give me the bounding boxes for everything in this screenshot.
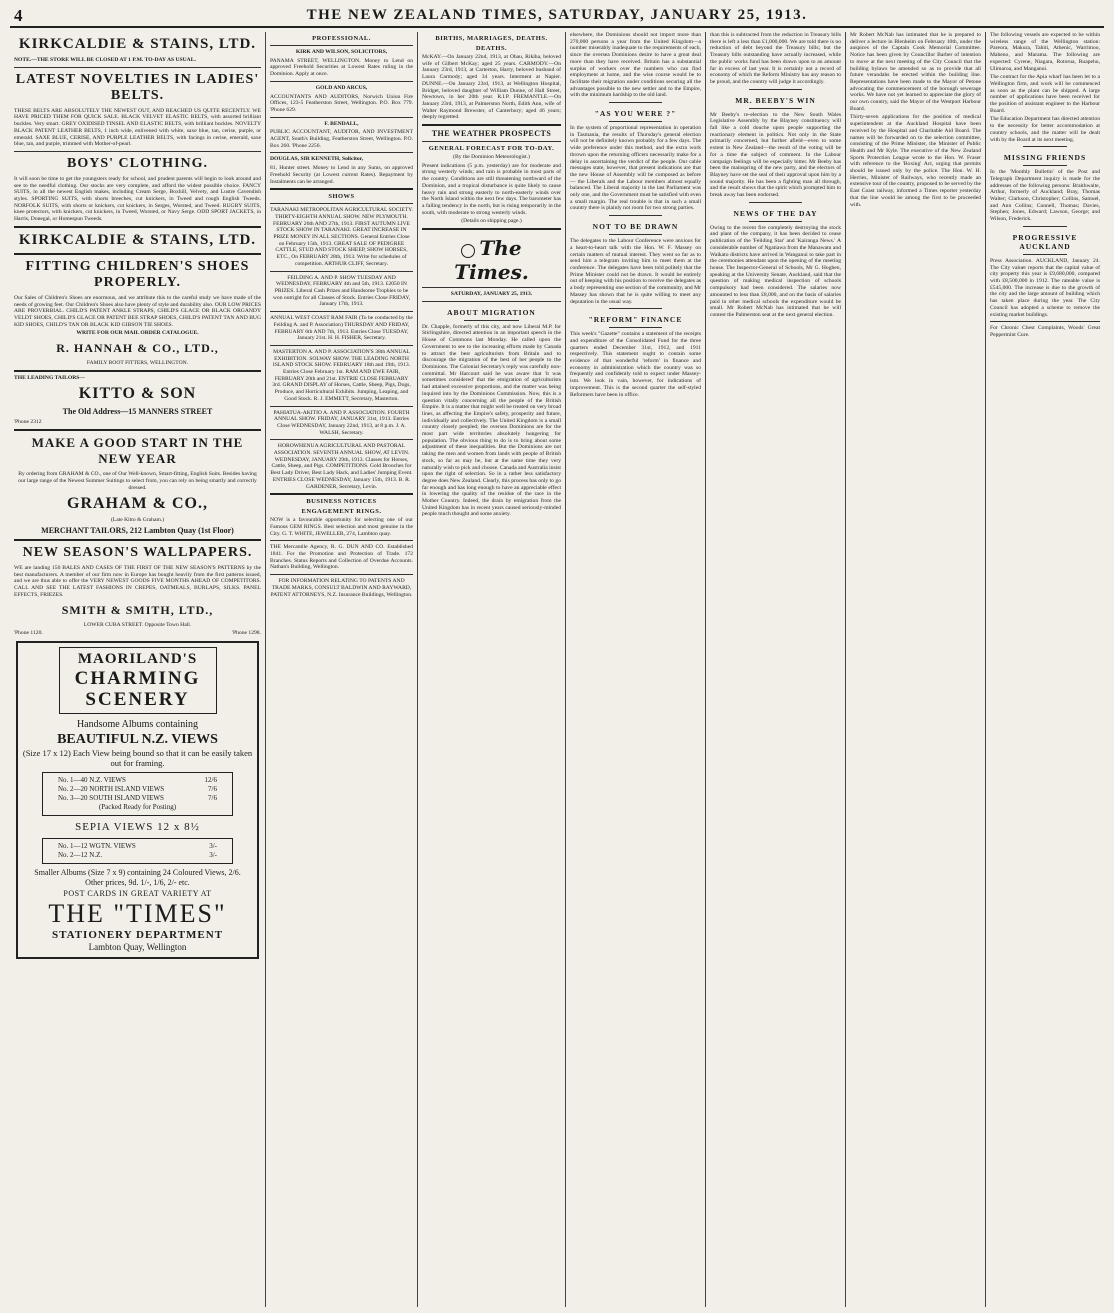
news-heading: NEWS OF THE DAY <box>733 208 818 218</box>
rings-heading: ENGAGEMENT RINGS. <box>301 508 382 516</box>
hannah-title: R. HANNAH & CO., LTD., <box>56 341 219 356</box>
patents-notice: FOR INFORMATION RELATING TO PATENTS AND TRADE MARKS, CONSULT BALDWIN AND RAYWARD, PATENT ATTORNEYS, N.Z. Insurance Buildings, Wellington. <box>270 578 413 598</box>
ad-title: DOUGLAS, SIR KENNETH, Solicitor, <box>270 156 364 163</box>
ad-body: 81, Hunter street. Money to Lend in any Sums, on approved Freehold Security (at Lowest current Rates). Repayment by Instalments can be arranged. <box>270 165 413 185</box>
kirkcaldie-title: KIRKCALDIE & STAINS, LTD. <box>18 36 257 52</box>
albums-line-1: Handsome Albums containing <box>76 718 199 730</box>
editorial-column-3 <box>706 32 846 1307</box>
news-item: The following vessels are expected to be within wireless range of the Wellington station: Pareora, Makura, Tahiti, Athenic, Warrimoo, Maheno, and Marama. The following are expected: Cyrene, Niagara, Rotorua, Ruapehu, Ulimaroa, and Manganui. <box>990 32 1100 72</box>
graham-body: By ordering from GRAHAM & CO., one of Our Well-known, Smart-fitting, English Suits. Besides having our large range of the Newest Summer Suitings to select from, you can rely on being smartly and correctly dressed. <box>18 471 257 491</box>
list-item: No. 2—12 N.Z. 3/- <box>58 850 217 859</box>
boys-clothing-body: It will soon be time to get the youngsters ready for school, and prudent parents will begin to look around and see to the needful clothing. Our stocks are very complete, and afford the widest possible choice. FANCY SUITS, in all the newest English makes, including Cream Serge, Boxhill, Velvety, and Lustre Cavendish styles. SPORTING SUITS, with shorts breeches, cut knickers, in Tweed and rough English Tweeds. NORFOLK SUITS, with shorts or knickers, cut knickers, in Serges, Worsted, and Tweed. RUGBY SUITS, knee protectors, with knickers, cut knickers, in Tweed, Worsted, or Navy Serge. ODD SPORT JACKETS, in Harris, Donegal, or Homespun Tweeds. <box>14 175 261 223</box>
forecast-heading: GENERAL FORECAST FOR TO-DAY. <box>428 145 555 153</box>
newspaper-title: THE NEW ZEALAND TIMES, SATURDAY, JANUARY 25, 1913. <box>306 7 808 23</box>
article-body: elsewhere, the Dominions should not import more than 270,000 persons a year from the United Kingdom—a number miserably inadequate to the requirements of each, since the oversea Dominions desire to have a great deal more than they have received. Britain has a substantial surplus of workers over the numbers who can find employment at home, and the wise course would be to facilitate their migration under conditions securing all the advantages possible to the new settler and to the Empire, with the minimum hardship to the old land. <box>570 32 701 99</box>
wallpapers-body: WE are landing 150 BALES AND CASES OF THE FIRST OF THE NEW SEASON'S PATTERNS by the best manufacturers. A member of our firm now in Europe has bought heavily from the first patterns issued, and we are thus able to offer the VERY NEWEST GOODS FIVE MONTHS AHEAD OF COMPETITORS. CALL AND SEE THE LATEST FASHIONS IN CREPES, OATMEALS, BURLAPS, SILKS. PANEL EFFECTS, FRIEZES. <box>14 564 261 598</box>
news-column-2 <box>986 32 1104 1307</box>
leader-body: Dr. Chapple, formerly of this city, and now Liberal M.P. for Stirlingshire, directed attention in an important speech in the House of Commons last Monday. He called upon the Government to see to the increasing efforts made by Canada to attract the best agriculturists from Britain and to discourage the migration of the best of her people to the Dominions. The Colonial Secretary's reply was carefully non-committal. Mr Harcourt said he was aware that 'it was sometimes considered' that the emigration of agriculturists had attained excessive proportions, and the matter was being inquired into by the Dominions Commission. Now, this is a question vitally concerning all the people of the British Empire. It is a matter that might well be treated on very broad lines, as affecting the Empire's safety, prosperity and future, individually and collectively. The United Kingdom is a small country closely peopled; the oversea Dominions are for the most part wide territories absolutely hungering for population. The obvious thing to do is to bring about some adjustment of these inequalities. But the Dominions are not taking the men and women from lands with people of British stock, so far as may be, but at the same time they very naturally wish to pick and choose. Canada and Australia insist upon the right of selection. So in a rather less satisfactory degree does New Zealand. Clearly, this process has only to go far enough and has long enough to have an appreciable effect in lowering the quality of the residue of the race in the Mother Country. Indeed, the drain by emigration from the United Kingdom has in recent years caused seriously-minded people much thought and some anxiety. <box>422 323 561 518</box>
sepia-price-list <box>42 838 233 864</box>
weather-heading: THE WEATHER PROSPECTS <box>431 129 552 139</box>
forecast-subheading: (By the Dominion Meteorologist.) <box>453 154 530 161</box>
maoriland-line-3: SCENERY <box>85 688 190 710</box>
albums-line-3: (Size 17 x 12) Each View being bound so that it can be easily taken out for framing. <box>22 747 253 768</box>
feilding-show: FEILDING A. AND P. SHOW TUESDAY AND WEDNESDAY, FEBRUARY 4th and 5th, 1913. £2050 IN PRIZES. Liberal Cash Prizes and Handsome Trophies to be won outright for all Classes of Stock. Entries Close FRIDAY, January 17th, 1913. <box>272 274 411 308</box>
albums-line-2: BEAUTIFUL N.Z. VIEWS <box>57 731 218 747</box>
as-you-were-body: In the system of proportional representation in operation in Tasmania, the results of Thursday's general election will not be definitely known probably for a few days. The wide preference under this method, and the extra work thrown upon the returning officers necessarily make for a delay in ascertaining the verdict of the people. Our cable messages state, however, that present indications are that the new House of Assembly will be composed as before — the Liberals and the Labour members almost equally balanced. The Liberal majority in the last Parliament was only one, and the Government must be satisfied with even a small margin. The real trouble is that in such a small country there is plainly not room for two strong parties. <box>570 125 701 212</box>
progressive-auckland-heading: PROGRESSIVE AUCKLAND <box>1012 232 1078 251</box>
masthead <box>10 6 1104 28</box>
masterton-show: MASTERTON A. AND P. ASSOCIATION'S 38th ANNUAL EXHIBITION. SOLWAY SHOW. THE LEADING NORTH ISLAND STOCK SHOW. FEBRUARY 18th and 19th, 1913. Entries Close February 1st. RAM AND EWE FAIR, FEBRUARY 20th and 21st. ENTRIE CLOSE FEBRUARY 3rd. GRAND DISPLAY of Horses, Cattle, Sheep, Pigs, Dogs, Produce, and Horticultural Exhibits. Jumping, Leaping, and Good Stock. R. J. EMMETT, Secretary, Masterton. <box>272 348 411 402</box>
leader-heading: ABOUT MIGRATION <box>447 307 536 317</box>
kitto-phone: 'Phone 2312 <box>14 419 42 426</box>
kitto-title: KITTO & SON <box>78 385 197 403</box>
reform-finance-body: This week's "Gazette" contains a statement of the receipts and expenditure of the Consolidated Fund for the three quarters ended December 31st, 1912, and 1911 respectively. This statement ought to contain some evidence of that wonderful 'reform' in finance and economy in administration which the country was so frequently and confidently told to expect under Massey-ism. We look in vain, however, for indications of improvement. This is the second quarter the self-styled Reformers have been in office. <box>570 331 701 398</box>
sepia-title: SEPIA VIEWS 12 x 8½ <box>75 820 200 833</box>
not-drawn-body: The delegates to the Labour Conference were anxious for a heart-to-heart talk with the Hon. W. F. Massey on certain matters of mutual interest. They went so far as to send him a telegram inviting him to meet them at the conference. The delegates have been told politely that the Prime Minister could not be drawn. It would be entirely out of keeping with his position to receive the delegates as a body representing one section of the community, and Mr Massey has shown that he is quite willing to meet any deputation in the usual way. <box>570 238 701 305</box>
reform-finance-heading: "REFORM" FINANCE <box>588 315 683 325</box>
ad-body: PUBLIC ACCOUNTANT, AUDITOR, AND INVESTMENT AGENT, South's Building, Featherston Street, Wellington. P.O. Box 260. 'Phone 2256. <box>270 129 413 149</box>
kirkcaldie-note: NOTE.—THE STORE WILL BE CLOSED AT 1 P.M. TO-DAY AS USUAL. <box>14 57 196 63</box>
belts-body: THESE BELTS ARE ABSOLUTELY THE NEWEST OUT, AND REACHED US QUITE RECENTLY. WE HAVE PRICED THEM FOR QUICK SALE. BLACK VELVET ELASTIC BELTS, with assorted brilliant buckles. Very smart. GREY OXIDISED TINSEL AND ELASTIC BELTS, with brilliant buckles. NOVELTY BLACK PATENT LEATHER BELTS, 1 inch wide, enlivened with white, saxe blue, tan, cerise, purple, or emerald. SAXE BLUE, CERISE, AND PURPLE LEATHER BELTS, with facings in cerise, emerald, saxe blue, tan, and purple, trimmed with Mother-of-pearl. <box>14 107 261 148</box>
list-item: No. 1—12 WGTN. VIEWS 3/- <box>58 841 217 850</box>
editorial-date: SATURDAY, JANUARY 25, 1913. <box>450 291 533 298</box>
times-logo: The Times. <box>454 236 529 285</box>
boys-clothing-title: BOYS' CLOTHING. <box>66 155 209 171</box>
business-heading: BUSINESS NOTICES <box>306 498 377 506</box>
horowhenua-show: HOROWHENUA AGRICULTURAL AND PASTORAL ASSOCIATION. SEVENTH ANNUAL SHOW, AT LEVIN. WEDNESDAY, JANUARY 29th, 1913. Classes for Horses, Cattle, Sheep, and Pigs. COMPETITIONS. Gold Brooches for Best Lady Driver, Best Lady Hack, and Ladies' Jumping Event. ENTRIES CLOSE WEDNESDAY, January 15th, 1913. B. R. GARDENER, Secretary, Levin. <box>270 443 413 490</box>
wallpapers-title: NEW SEASON'S WALLPAPERS. <box>22 544 253 560</box>
progressive-auckland-body: Press Association. AUCKLAND, January 24. The City valuer reports that the capital value of city property this year is £9,680,000, compared with £8,500,000 in 1912. The rateable value is £545,000. The increase is due to the growth of the city and the large amount of building which has taken place during the year. The City Council has adopted a scheme to remove the existing market buildings. <box>990 257 1100 318</box>
kitto-lead: THE LEADING TAILORS— <box>14 374 85 381</box>
rings-notice: NOW is a favourable opportunity for selecting one of our Famous GEM RINGS. Best selection and most genuine in the City. G. T. WHITE, JEWELLER, 274, Lambton quay. <box>270 517 413 537</box>
bmd-heading: BIRTHS, MARRIAGES, DEATHS. <box>435 35 548 42</box>
deaths-notices: McKAY.—On January 22nd, 1913, at Ohau, Rikiha, beloved wife of Gilbert McKay; aged 25 years. CARMODY.—On January 23rd, 1913, at Carterton, Harry, beloved husband of Laura Carmody; aged 34 years. Interment at Napier. DUNNE.—On January 23rd, 1913, at Wellington Hospital, Bridget, beloved daughter of William Dunne, of Hall Street, Newtown, in her 20th year. R.I.P. FREMANTLE.—On January 23rd, 1913, at Palmerston North, Edith Ann, wife of Walter Raymond Brewster, of Canterbury; aged 46 years; deeply regretted. <box>422 54 561 121</box>
ad-body: PANAMA STREET, WELLINGTON. Money to Lend on approved Freehold Securities at Lowest Rates ruling in the Dominion. Apply at once. <box>270 57 413 78</box>
article-body: than this is subtracted from the reduction in Treasury bills there is left a less than £1,000,000. We are told there is no reduction of debt beyond the Treasury bills; but the Treasury bills outstanding have actually increased, while the public works fund has been drawn upon to an amount far in excess of last year. It is certainly not a record of economy of which the Reform Ministry has any reason to be proud, and the country will judge it accordingly. <box>710 32 841 85</box>
crest-icon <box>461 244 475 258</box>
news-item: Mr Robert McNab has intimated that he is prepared to deliver a lecture in Blenheim on February 10th, under the auspices of the Captain Cook Memorial Committee. Notice has been given by Councillor Barber of intention to move at the next meeting of the City Council that the building bylaws be amended so as to provide that all future verandahs be erected within the building line. Representations have been made to the Mayor of Petone advocating the commencement of the borough sewerage works. We have not yet learned to appreciate the glory of our own country, said the Mayor of the Westport Harbour Board. <box>850 32 981 112</box>
maoriland-banner <box>59 647 217 714</box>
editorial-column <box>418 32 566 1307</box>
graham-address: MERCHANT TAILORS, 212 Lambton Quay (1st Floor) <box>41 525 234 535</box>
shows-heading: SHOWS <box>328 193 355 201</box>
editorial-column-2 <box>566 32 706 1307</box>
dun-notice: THE Mercantile Agency, R. G. DUN AND CO. Established 1841. For the Promotion and Protection of Trade. 172 Branches. Status Reports and Collection of Overdue Accounts. Nathan's Building, Wellington. <box>270 544 413 571</box>
ad-title: F. BENDALL, <box>324 120 359 127</box>
ad-title: GOLD AND ARCUS, <box>315 84 368 91</box>
belts-title: LATEST NOVELTIES IN LADIES' BELTS. <box>15 71 260 103</box>
news-item: The Education Department has directed attention to the necessity for better accommodation at country schools, and the matter will be dealt with by the Board at its next meeting. <box>990 116 1100 143</box>
forecast-note: (Details on shipping page.) <box>461 218 522 225</box>
maoriland-line-1: MAORILAND'S <box>77 650 198 667</box>
news-item: Thirty-seven applications for the position of medical superintendent at the Auckland Hospital have been received by the Hospital and Charitable Aid Board. The names will be forwarded on to the selection committee, consisting of the Prime Minister, the Minister of Public Health and Mr Kyle. The executive of the New Zealand Sports Protection League wrote to the Hon. W. Fraser with reference to the 'Boxing' Act, urging that permits should be issued only by the police. The Hon. W. H. Herries, Minister of Railways, who recently made an extensive tour of the country, proposed to be served by the East Coast railway, informed a Times reporter yesterday that the line would be among the first to be proceeded with. <box>850 114 981 208</box>
missing-friends-heading: MISSING FRIENDS <box>1003 153 1087 163</box>
news-column <box>846 32 986 1307</box>
kirkcaldie-title-2: KIRKCALDIE & STAINS, LTD. <box>18 231 257 248</box>
beeby-body: Mr Beeby's re-election to the New South Wales Legislative Assembly by the Blayney constituency will fall like a cold douche upon people supporting the reactionary element in politics. Not only in the State primarily concerned, but further afield—even to some extent in New Zealand—the result of the voting will be for a time the subject of comment. In the Labour campaign feelings will be especially bitter. Mr Beeby has been the mainspring of the new party, and the electors of Blayney have set the seal of their approval upon him by a sound majority. He has been a fighting man all through, and the result shows that the spirit which prompted him to break away has been endorsed. <box>710 111 841 199</box>
forecast-body: Present indications (5 p.m. yesterday) are for moderate and strong westerly winds; and rain is probable in most parts of the country. Conditions are still threatening northward of the Dominion, and a tropical disturbance is quite likely to cause heavy rain and strong easterly to north-easterly winds over the North Island within the next few days. The barometer has a falling tendency in the north, but is rising temporarily in the south, with moderate to strong westerly winds. <box>422 162 561 216</box>
footer-ad: For Chronic Chest Complaints, Woods' Great Peppermint Cure. <box>990 325 1100 338</box>
views-price-list <box>42 772 233 816</box>
smith-phone-1: 'Phone 1120. <box>14 630 43 637</box>
hannah-subtitle: FAMILY BOOT FITTERS, WELLINGTON. <box>86 360 189 367</box>
maoriland-line-2: CHARMING <box>74 667 201 689</box>
notices-column <box>266 32 418 1307</box>
page-number: 4 <box>14 6 23 25</box>
times-name: THE "TIMES" <box>48 898 227 928</box>
stationery-department: STATIONERY DEPARTMENT <box>51 928 224 941</box>
smith-phone-2: 'Phone 1298. <box>232 630 261 637</box>
list-item: No. 2—20 NORTH ISLAND VIEWS 7/6 <box>58 784 217 793</box>
smaller-albums: Smaller Albums (Size 7 x 9) containing 24 Coloured Views, 2/6. <box>34 867 241 877</box>
postcards-line: POST CARDS IN GREAT VARIETY AT <box>63 888 212 898</box>
advertisement-column <box>10 32 266 1307</box>
beeby-heading: MR. BEEBY'S WIN <box>735 95 816 105</box>
graham-name: GRAHAM & CO., <box>67 495 208 513</box>
deaths-heading: DEATHS. <box>475 45 508 52</box>
views-note: (Packed Ready for Posting) <box>98 802 177 811</box>
shoes-body: Our Sales of Children's Shoes are enormous, and we attribute this to the careful study we have made of the needs of growing feet. Our Children's Shoes also have plenty of style and durability also. OUR LOW PRICES ARE PROVERBIAL. CHILD'S PATENT ANKLE STRAPS, CHILD'S GLACE OR BLACK ORGANDY VELDT SHOES, CHILD'S GLACE OR PATENT BEE STRAP SHOES, CHILD'S PATENT TAN AND BUG KID SHOES, CHILD'S TAN OR BLACK KID GIBSON TIE SHOES. <box>14 294 261 328</box>
smith-address: LOWER CUBA STREET. Opposite Town Hall. <box>83 621 192 628</box>
graham-headline: MAKE A GOOD START IN THE NEW YEAR <box>31 435 244 467</box>
pahiatua-show: PAHIATUA-AKITIO A. AND P. ASSOCIATION. FOURTH ANNUAL SHOW. FRIDAY, JANUARY 31st, 1913. Entries Close WEDNESDAY, January 22nd, 1913, at 8 p.m. J. A. WALSH, Secretary. <box>273 409 410 436</box>
news-item: The contract for the Apia wharf has been let to a Wellington firm, and work will be commenced as soon as the plant can be shipped. A large number of applications have been received for the position of assistant engineer to the Harbour Board. <box>990 74 1100 114</box>
ram-fair: ANNUAL WEST COAST RAM FAIR (To be conducted by the Feilding A. and P. Association) THURSDAY AND FRIDAY, FEBRUARY 6th AND 7th, 1913. Entries Close TUESDAY, January 21st. H. H. FISHER, Secretary. <box>270 315 413 342</box>
shoes-title: FITTING CHILDREN'S SHOES PROPERLY. <box>25 258 250 290</box>
missing-friends-body: In the 'Monthly Bulletin' of the Post and Telegraph Department inquiry is made for the addresses of the following persons: Braithwaite, Arthur, formerly of Auckland; Bray, Thomas Walter; Clarkson, Christopher; Collins, Samuel, and Ann Collins; Connell, Thomas; Davies, Stephen; Jones, Edward; Lawson, George; and Wilson, Frederick. <box>990 169 1100 223</box>
shoes-footer: WRITE FOR OUR MAIL ORDER CATALOGUE. <box>76 330 199 337</box>
stationery-address: Lambton Quay, Wellington <box>88 941 187 952</box>
not-drawn-heading: NOT TO BE DRAWN <box>592 222 679 232</box>
as-you-were-heading: "AS YOU WERE ?" <box>594 109 677 119</box>
other-prices: Other prices, 9d. 1/-, 1/6, 2/- etc. <box>85 877 190 887</box>
smith-title: SMITH & SMITH, LTD., <box>61 602 214 617</box>
list-item: No. 3—20 SOUTH ISLAND VIEWS 7/6 <box>58 793 217 802</box>
professional-heading: PROFESSIONAL. <box>312 35 371 42</box>
times-stationery-ad <box>16 641 259 959</box>
news-body: Owing to the recent fire completely destroying the stock and plant of the company, it has been decided to cease publication of the 'Feilding Star' and 'Kairanga News.' A considerable number of Ngatiawa from the Manawatu and Waikato districts have arrived in Wanganui to take part in the ceremonies attendant upon the opening of the meeting house. The Inspector-General of Schools, Mr G. Hogben, speaking at the University Senate, Auckland, said that the question of making medical inspection of schools compulsory had been considered. The salaries now amounted to less than £8,000, and on the basis of salaries paid in other medical schools the expenditure would be small. Mr Robert McNab has intimated that he will contest the Palmerston seat at the next general election. <box>710 224 841 318</box>
kitto-address: The Old Address—15 MANNERS STREET <box>62 407 213 417</box>
list-item: No. 1—40 N.Z. VIEWS 12/6 <box>58 775 217 784</box>
ad-title: KIRK AND WILSON, SOLICITORS, <box>295 49 388 55</box>
ad-body: ACCOUNTANTS AND AUDITORS, Norwich Union Fire Offices, 123-5 Featherston Street, Wellington. P.O. Box 779. 'Phone 629. <box>270 93 413 113</box>
taranaki-show: TARANAKI METROPOLITAN AGRICULTURAL SOCIETY. THIRTY-EIGHTH ANNUAL SHOW. NEW PLYMOUTH. FEBRUARY 26th AND 27th, 1913. FIRST AUTUMN LIVE STOCK SHOW IN TARANAKI. GREAT INCREASE IN PRIZE MONEY IN ALL SECTIONS. General Entries Close on February 15th, 1913. GREAT SALE OF PEDIGREE CATTLE, STUD AND STOCK SHEEP, SHOW HORSES, ETC., On FEBRUARY 28th, 1913. Write for schedules of competition. ARTHUR CLIFF, Secretary. <box>270 207 413 267</box>
graham-late: (Late Kitto & Graham.) <box>110 517 165 524</box>
